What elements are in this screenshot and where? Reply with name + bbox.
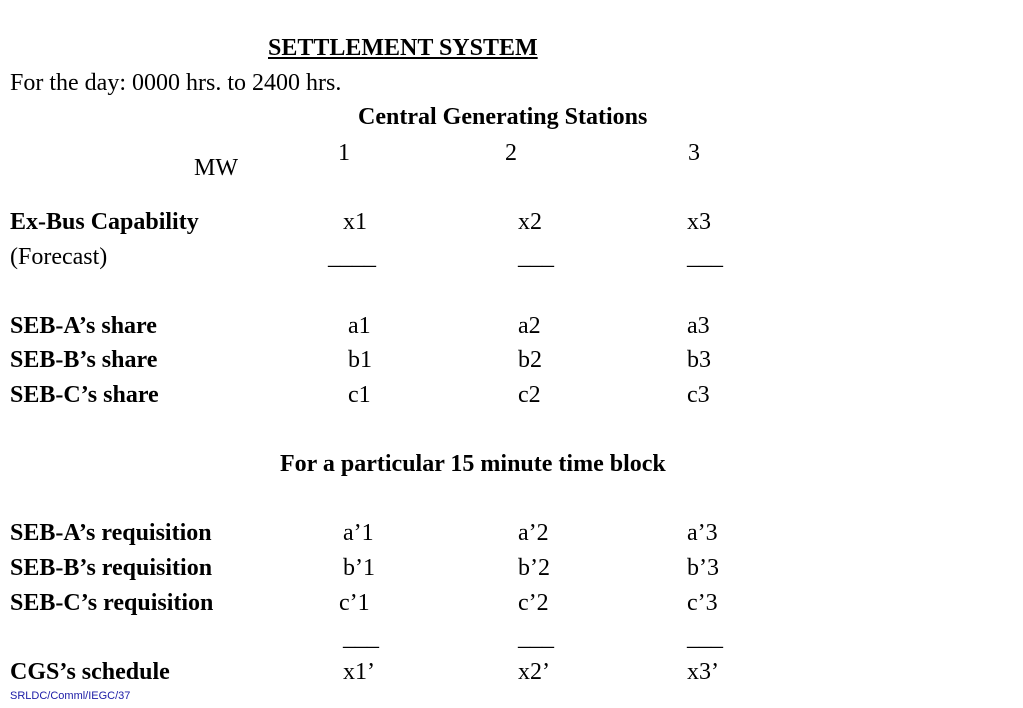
column-header-3: 3 bbox=[688, 140, 700, 166]
capability-separator-1: ____ bbox=[328, 244, 376, 270]
column-header-2: 2 bbox=[505, 140, 517, 166]
share-value-b1: b1 bbox=[348, 347, 372, 373]
unit-label: MW bbox=[194, 155, 238, 181]
requisition-separator-3: ___ bbox=[687, 625, 723, 651]
section-heading: Central Generating Stations bbox=[358, 104, 648, 130]
footer-reference: SRLDC/Comml/IEGC/37 bbox=[10, 690, 131, 702]
share-label-c: SEB-C’s share bbox=[10, 382, 159, 408]
capability-value-3: x3 bbox=[687, 209, 711, 235]
share-value-c1: c1 bbox=[348, 382, 371, 408]
requisition-value-b1: b’1 bbox=[343, 555, 375, 581]
capability-label: Ex-Bus Capability bbox=[10, 209, 199, 235]
share-value-a3: a3 bbox=[687, 313, 710, 339]
requisition-value-c1: c’1 bbox=[339, 590, 370, 616]
requisition-value-c2: c’2 bbox=[518, 590, 549, 616]
capability-separator-2: ___ bbox=[518, 244, 554, 270]
schedule-value-1: x1’ bbox=[343, 659, 375, 685]
requisition-separator-2: ___ bbox=[518, 625, 554, 651]
schedule-value-3: x3’ bbox=[687, 659, 719, 685]
share-value-c3: c3 bbox=[687, 382, 710, 408]
capability-separator-3: ___ bbox=[687, 244, 723, 270]
requisition-value-a2: a’2 bbox=[518, 520, 549, 546]
share-value-b2: b2 bbox=[518, 347, 542, 373]
capability-value-1: x1 bbox=[343, 209, 367, 235]
share-value-c2: c2 bbox=[518, 382, 541, 408]
capability-value-2: x2 bbox=[518, 209, 542, 235]
requisition-label-c: SEB-C’s requisition bbox=[10, 590, 214, 616]
share-value-a2: a2 bbox=[518, 313, 541, 339]
requisition-value-a3: a’3 bbox=[687, 520, 718, 546]
requisition-value-c3: c’3 bbox=[687, 590, 718, 616]
requisition-value-a1: a’1 bbox=[343, 520, 374, 546]
share-label-b: SEB-B’s share bbox=[10, 347, 158, 373]
day-range-text: For the day: 0000 hrs. to 2400 hrs. bbox=[10, 70, 342, 96]
capability-sublabel: (Forecast) bbox=[10, 244, 108, 270]
column-header-1: 1 bbox=[338, 140, 350, 166]
requisition-value-b2: b’2 bbox=[518, 555, 550, 581]
time-block-heading: For a particular 15 minute time block bbox=[280, 451, 666, 477]
share-label-a: SEB-A’s share bbox=[10, 313, 157, 339]
schedule-label: CGS’s schedule bbox=[10, 659, 170, 685]
page-title: SETTLEMENT SYSTEM bbox=[268, 35, 538, 61]
requisition-separator-1: ___ bbox=[343, 625, 379, 651]
share-value-a1: a1 bbox=[348, 313, 371, 339]
schedule-value-2: x2’ bbox=[518, 659, 550, 685]
share-value-b3: b3 bbox=[687, 347, 711, 373]
requisition-value-b3: b’3 bbox=[687, 555, 719, 581]
requisition-label-a: SEB-A’s requisition bbox=[10, 520, 212, 546]
requisition-label-b: SEB-B’s requisition bbox=[10, 555, 213, 581]
